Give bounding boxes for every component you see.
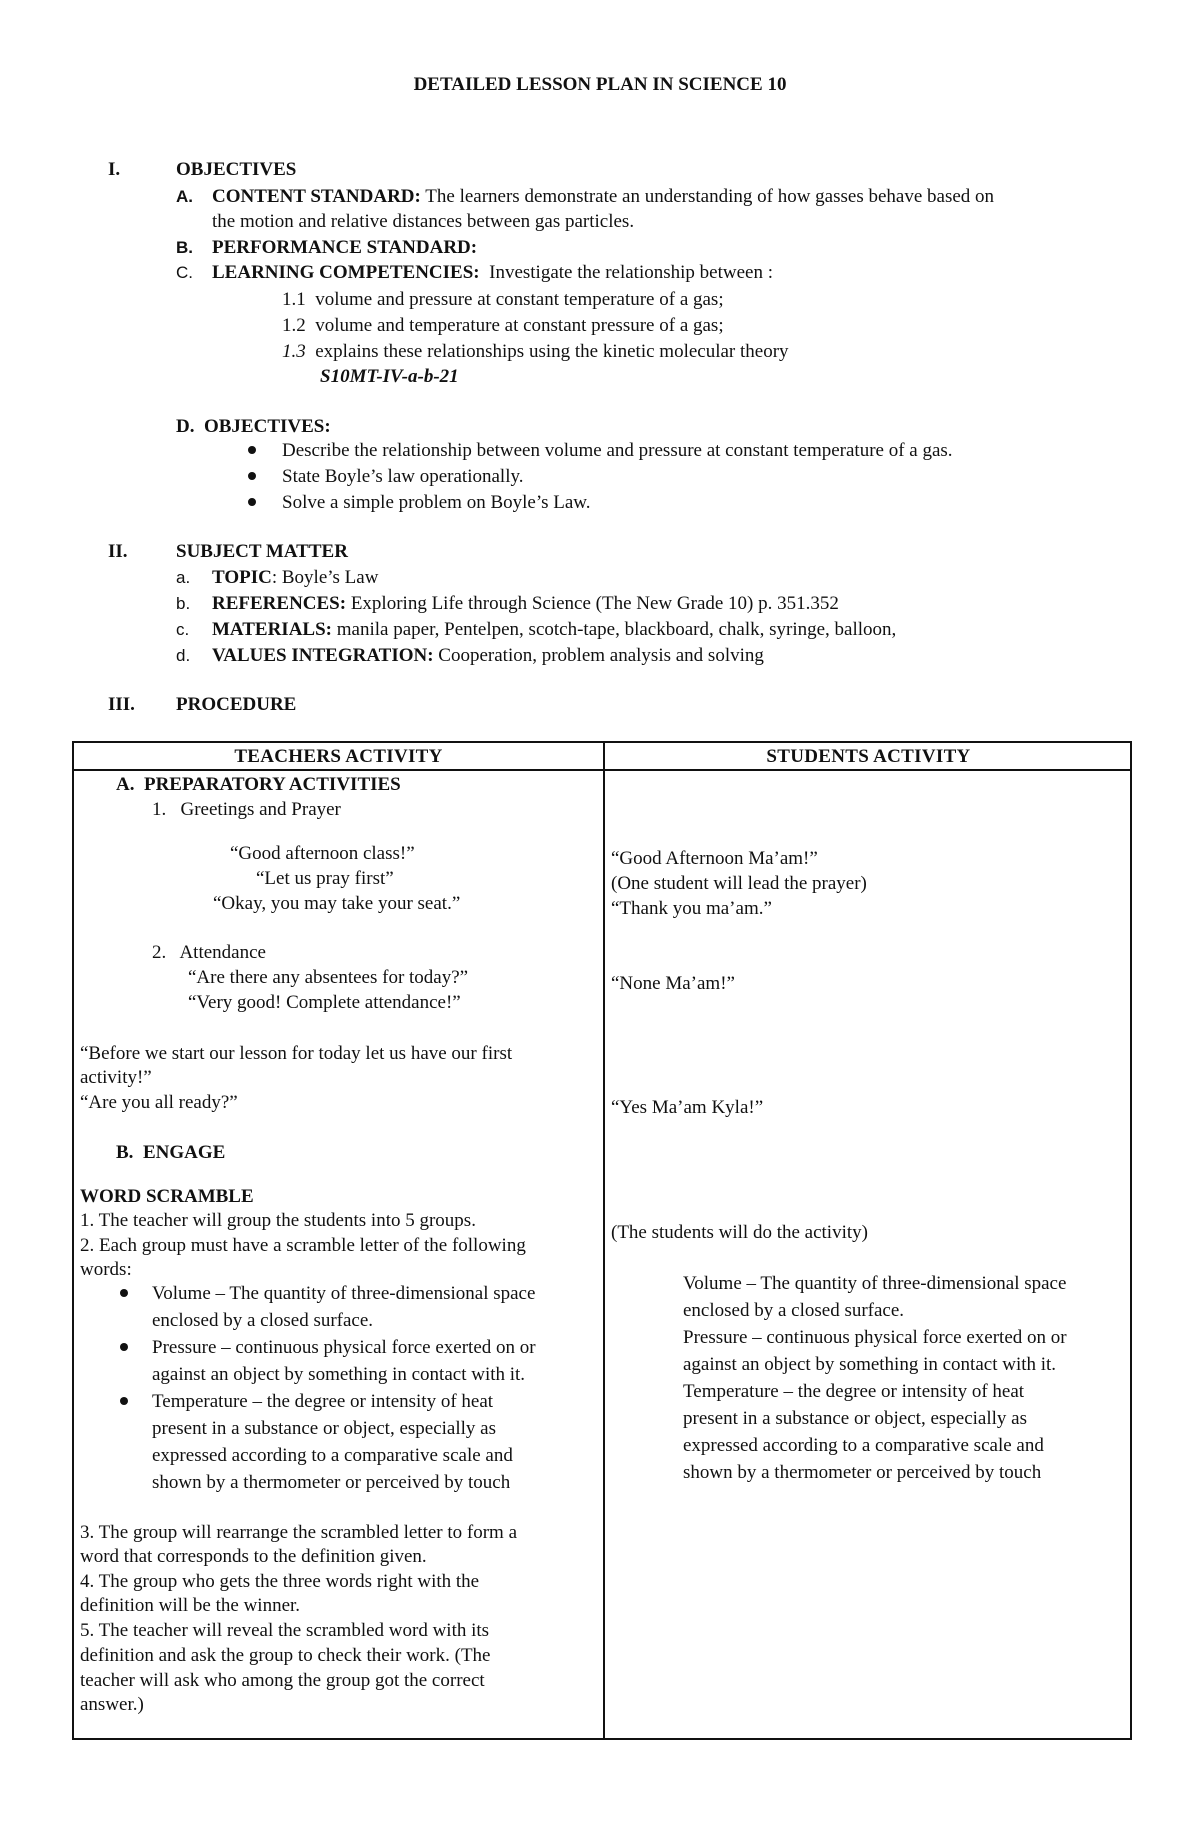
- subject-item-label: c.: [176, 620, 190, 639]
- competency-item: 1.1 volume and pressure at constant temperature of a gas;: [282, 289, 724, 310]
- teacher-step: teacher will ask who among the group got the correct: [80, 1670, 485, 1691]
- table-header-students: STUDENTS ACTIVITY: [766, 746, 971, 767]
- learning-competencies: LEARNING COMPETENCIES: Investigate the relationship between :: [212, 262, 773, 283]
- competency-code: S10MT-IV-a-b-21: [320, 366, 459, 387]
- objective-item: Solve a simple problem on Boyle’s Law.: [282, 492, 591, 513]
- objective-bullet: [248, 464, 256, 489]
- student-answer: against an object by something in contact with it.: [683, 1354, 1057, 1375]
- content-standard-label: A.: [176, 187, 193, 206]
- student-line: “None Ma’am!”: [611, 973, 735, 994]
- teacher-line: “Let us pray first”: [256, 868, 394, 889]
- bullet-icon: [120, 1343, 128, 1351]
- word-bullet: [120, 1389, 128, 1414]
- teacher-step: words:: [80, 1259, 132, 1280]
- greet-heading: 1. Greetings and Prayer: [152, 799, 341, 820]
- teacher-line: activity!”: [80, 1067, 152, 1088]
- subject-item-label: a.: [176, 568, 191, 587]
- word-def: Pressure – continuous physical force exerted on or: [152, 1337, 536, 1358]
- bullet-icon: [248, 472, 256, 480]
- teacher-step: 3. The group will rearrange the scrambled letter to form a: [80, 1522, 518, 1543]
- engage-heading: B. ENGAGE: [116, 1142, 226, 1163]
- performance-standard-label: B.: [176, 238, 193, 257]
- subject-topic: TOPIC: Boyle’s Law: [212, 567, 379, 588]
- teacher-step: 5. The teacher will reveal the scrambled word with its: [80, 1620, 490, 1641]
- teacher-line: “Very good! Complete attendance!”: [188, 992, 461, 1013]
- content-standard: CONTENT STANDARD: The learners demonstrate an understanding of how gasses behave based on: [212, 186, 995, 207]
- student-answer: Pressure – continuous physical force exerted on or: [683, 1327, 1067, 1348]
- teacher-step: definition and ask the group to check their work. (The: [80, 1645, 491, 1666]
- teacher-step: definition will be the winner.: [80, 1595, 301, 1616]
- student-line: (One student will lead the prayer): [611, 873, 867, 894]
- objective-bullet: [248, 490, 256, 515]
- column-divider: [603, 743, 605, 1738]
- student-answer: shown by a thermometer or perceived by touch: [683, 1462, 1042, 1483]
- student-line: “Thank you ma’am.”: [611, 898, 772, 919]
- preparatory-activities: A. PREPARATORY ACTIVITIES: [116, 774, 401, 795]
- bullet-icon: [248, 446, 256, 454]
- student-line: “Yes Ma’am Kyla!”: [611, 1097, 764, 1118]
- student-answer: expressed according to a comparative scale and: [683, 1435, 1044, 1456]
- header-divider: [74, 769, 1130, 771]
- teacher-line: “Are there any absentees for today?”: [188, 967, 469, 988]
- objective-bullet: [248, 438, 256, 463]
- objective-item: Describe the relationship between volume and pressure at constant temperature of a gas.: [282, 440, 953, 461]
- competency-item: 1.2 volume and temperature at constant pressure of a gas;: [282, 315, 724, 336]
- word-def: against an object by something in contact with it.: [152, 1364, 526, 1385]
- subject-values: VALUES INTEGRATION: Cooperation, problem analysis and solving: [212, 645, 764, 666]
- section-heading-procedure: PROCEDURE: [176, 694, 297, 715]
- subject-item-label: d.: [176, 646, 191, 665]
- word-def: expressed according to a comparative scale and: [152, 1445, 513, 1466]
- page-title: DETAILED LESSON PLAN IN SCIENCE 10: [413, 74, 787, 95]
- teacher-line: “Good afternoon class!”: [230, 843, 415, 864]
- performance-standard: PERFORMANCE STANDARD:: [212, 237, 478, 258]
- teacher-line: “Before we start our lesson for today let us have our first: [80, 1043, 513, 1064]
- teacher-step: 4. The group who gets the three words right with the: [80, 1571, 480, 1592]
- subject-materials: MATERIALS: manila paper, Pentelpen, scotch-tape, blackboard, chalk, syringe, balloon,: [212, 619, 897, 640]
- competency-item: 1.3 explains these relationships using the kinetic molecular theory: [282, 341, 789, 362]
- objective-item: State Boyle’s law operationally.: [282, 466, 524, 487]
- bullet-icon: [120, 1397, 128, 1405]
- student-line: (The students will do the activity): [611, 1222, 868, 1243]
- word-def: present in a substance or object, especially as: [152, 1418, 496, 1439]
- word-def: Temperature – the degree or intensity of heat: [152, 1391, 494, 1412]
- word-bullet: [120, 1335, 128, 1360]
- content-standard-cont: the motion and relative distances between gas particles.: [212, 211, 635, 232]
- word-def: Volume – The quantity of three-dimensional space: [152, 1283, 536, 1304]
- procedure-table: [72, 741, 1132, 1740]
- bullet-icon: [248, 498, 256, 506]
- objectives-d: D. OBJECTIVES:: [176, 416, 331, 437]
- teacher-line: “Okay, you may take your seat.”: [213, 893, 461, 914]
- word-def: shown by a thermometer or perceived by touch: [152, 1472, 511, 1493]
- student-answer: enclosed by a closed surface.: [683, 1300, 905, 1321]
- section-heading-objectives: OBJECTIVES: [176, 159, 297, 180]
- subject-references: REFERENCES: Exploring Life through Science (The New Grade 10) p. 351.352: [212, 593, 839, 614]
- student-line: “Good Afternoon Ma’am!”: [611, 848, 818, 869]
- section-num-objectives: I.: [108, 159, 121, 180]
- teacher-line: “Are you all ready?”: [80, 1092, 238, 1113]
- teacher-step: answer.): [80, 1694, 144, 1715]
- attendance-heading: 2. Attendance: [152, 942, 266, 963]
- teacher-step: 2. Each group must have a scramble letter of the following: [80, 1235, 526, 1256]
- table-header-teachers: TEACHERS ACTIVITY: [234, 746, 443, 767]
- bullet-icon: [120, 1289, 128, 1297]
- student-answer: Temperature – the degree or intensity of heat: [683, 1381, 1025, 1402]
- word-scramble-title: WORD SCRAMBLE: [80, 1186, 254, 1207]
- section-heading-subject: SUBJECT MATTER: [176, 541, 348, 562]
- student-answer: present in a substance or object, especially as: [683, 1408, 1027, 1429]
- teacher-step: word that corresponds to the definition given.: [80, 1546, 427, 1567]
- learning-competencies-label: C.: [176, 263, 193, 282]
- word-bullet: [120, 1281, 128, 1306]
- subject-item-label: b.: [176, 594, 191, 613]
- teacher-step: 1. The teacher will group the students into 5 groups.: [80, 1210, 476, 1231]
- student-answer: Volume – The quantity of three-dimensional space: [683, 1273, 1067, 1294]
- section-num-procedure: III.: [108, 694, 135, 715]
- word-def: enclosed by a closed surface.: [152, 1310, 374, 1331]
- section-num-subject: II.: [108, 541, 128, 562]
